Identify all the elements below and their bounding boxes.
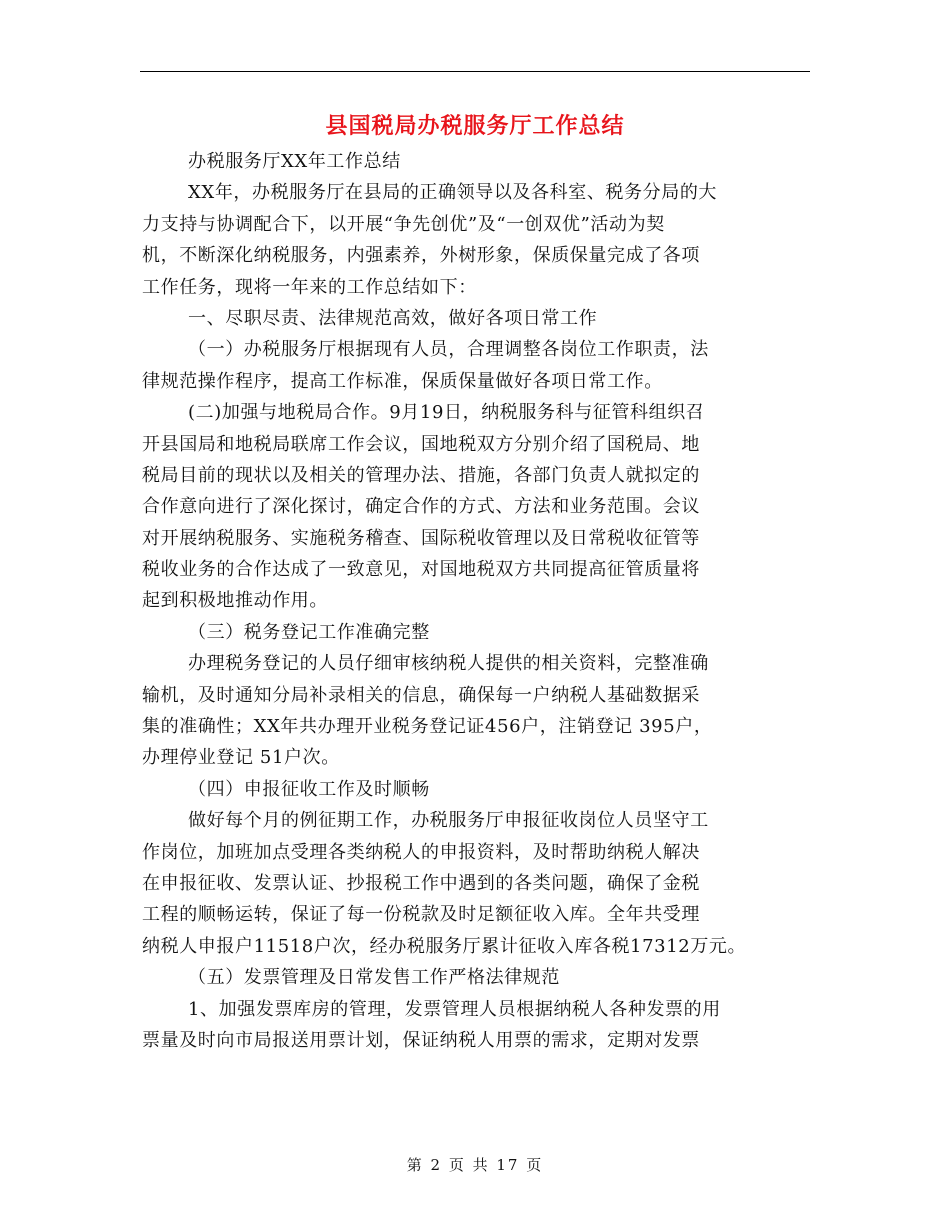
text-line: 合作意向进行了深化探讨，确定合作的方式、方法和业务范围。会议 xyxy=(142,496,700,518)
text-line: 机，不断深化纳税服务，内强素养，外树形象，保质保量完成了各项 xyxy=(142,245,700,267)
text-line: （一）办税服务厅根据现有人员，合理调整各岗位工作职责，法 xyxy=(188,339,709,361)
text-line: 税收业务的合作达成了一致意见，对国地税双方共同提高征管质量将 xyxy=(142,559,700,581)
text-line: 开县国局和地税局联席工作会议，国地税双方分别介绍了国税局、地 xyxy=(142,433,700,455)
header-rule xyxy=(140,71,810,72)
text-line: 办税服务厅XX年工作总结 xyxy=(188,151,401,172)
text-line: 办理停业登记 51户次。 xyxy=(142,747,340,769)
text-line: 1、加强发票库房的管理，发票管理人员根据纳税人各种发票的用 xyxy=(188,998,721,1020)
text-line: XX年，办税服务厅在县局的正确领导以及各科室、税务分局的大 xyxy=(188,182,718,204)
text-line: 工作任务，现将一年来的工作总结如下： xyxy=(142,276,477,298)
text-line: 起到积极地推动作用。 xyxy=(142,590,328,612)
text-line: 税局目前的现状以及相关的管理办法、措施，各部门负责人就拟定的 xyxy=(142,464,700,486)
text-line: 输机，及时通知分局补录相关的信息，确保每一户纳税人基础数据采 xyxy=(142,684,700,706)
text-line: (二)加强与地税局合作。9月19日，纳税服务科与征管科组织召 xyxy=(188,402,705,424)
text-line: 律规范操作程序，提高工作标准，保质保量做好各项日常工作。 xyxy=(142,370,663,392)
text-line: 纳税人申报户11518户次，经办税服务厅累计征收入库各税17312万元。 xyxy=(142,935,747,957)
text-line: 对开展纳税服务、实施税务稽查、国际税收管理以及日常税收征管等 xyxy=(142,527,700,549)
text-line: （四）申报征收工作及时顺畅 xyxy=(188,778,430,800)
text-line: 一、尽职尽责、法律规范高效，做好各项日常工作 xyxy=(188,307,598,329)
text-line: 力支持与协调配合下，以开展“争先创优”及“一创双优”活动为契 xyxy=(142,213,665,235)
text-line: （三）税务登记工作准确完整 xyxy=(188,621,430,643)
page-footer: 第 2 页 共 17 页 xyxy=(406,1156,544,1174)
text-line: 做好每个月的例征期工作，办税服务厅申报征收岗位人员坚守工 xyxy=(188,810,709,832)
document-title: 县国税局办税服务厅工作总结 xyxy=(325,113,625,139)
text-line: 办理税务登记的人员仔细审核纳税人提供的相关资料，完整准确 xyxy=(188,653,709,675)
text-line: 工程的顺畅运转，保证了每一份税款及时足额征收入库。全年共受理 xyxy=(142,904,700,926)
text-line: 票量及时向市局报送用票计划，保证纳税人用票的需求，定期对发票 xyxy=(142,1029,700,1051)
text-line: 作岗位，加班加点受理各类纳税人的申报资料，及时帮助纳税人解决 xyxy=(142,841,700,863)
text-line: 在申报征收、发票认证、抄报税工作中遇到的各类问题，确保了金税 xyxy=(142,872,700,894)
text-line: （五）发票管理及日常发售工作严格法律规范 xyxy=(188,967,560,989)
text-line: 集的准确性；XX年共办理开业税务登记证456户，注销登记 395户， xyxy=(142,716,713,738)
document-body xyxy=(142,146,822,1056)
